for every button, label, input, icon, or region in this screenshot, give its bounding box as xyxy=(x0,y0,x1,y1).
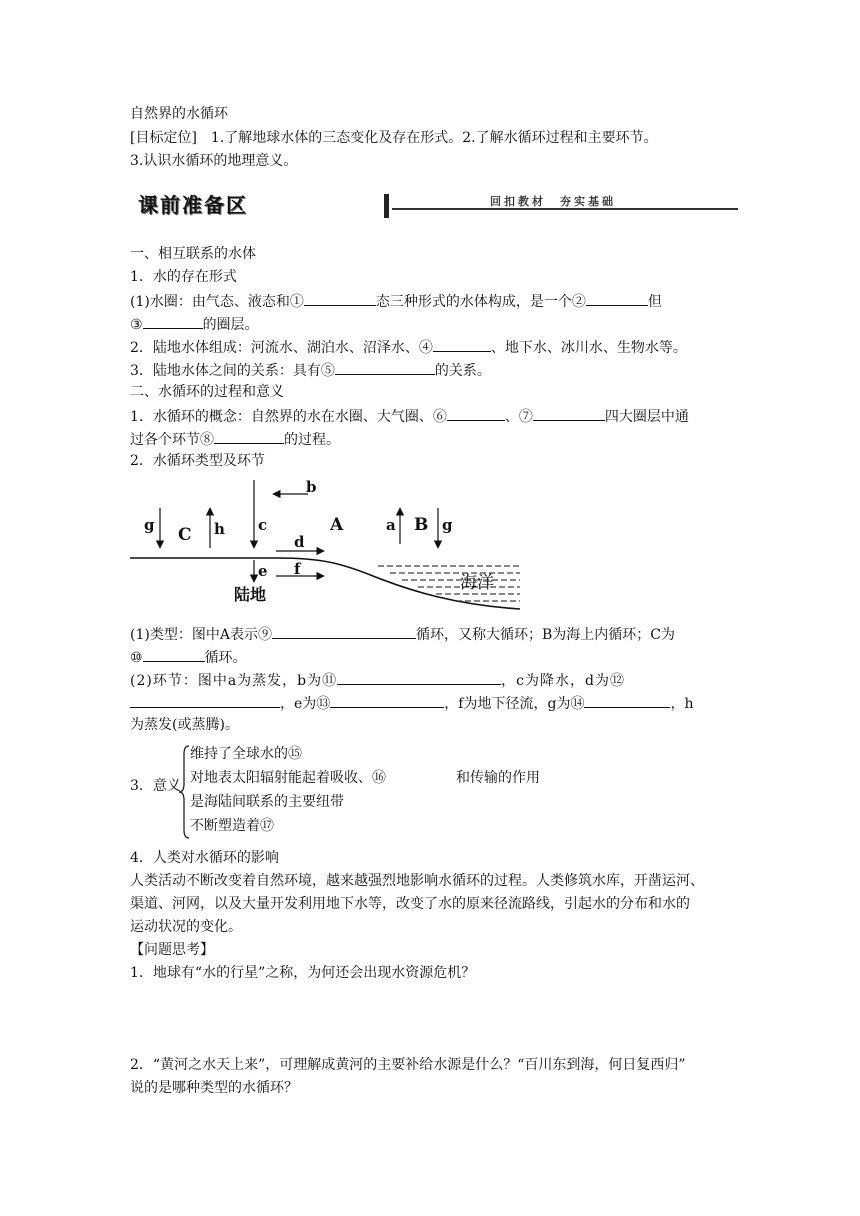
page-title: 自然界的水循环 xyxy=(130,106,228,122)
text: 的关系。 xyxy=(434,363,491,379)
label-f: f xyxy=(294,560,301,578)
concept-line-2 xyxy=(130,428,340,450)
goal-line-2: 3.认识水循环的地理意义。 xyxy=(130,153,298,169)
types-line-4 xyxy=(130,692,693,714)
item3-line xyxy=(130,359,491,381)
questions-heading: 【问题思考】 xyxy=(130,942,214,958)
significance-item: 是海陆间联系的主要纽带 xyxy=(190,794,344,810)
label-land: 陆地 xyxy=(234,585,267,604)
banner-title: 课前准备区 xyxy=(132,192,382,218)
significance-list xyxy=(190,742,540,838)
section-banner xyxy=(130,190,738,222)
label-g-right: g xyxy=(442,516,453,534)
text: ，h xyxy=(670,696,694,712)
text: (1)水圈：由气态、液态和① xyxy=(130,294,304,310)
text: 、⑦ xyxy=(504,409,533,425)
label-b: b xyxy=(306,478,317,496)
types-heading: 2．水循环类型及环节 xyxy=(130,453,265,469)
water-cycle-diagram xyxy=(128,472,528,612)
label-d: d xyxy=(294,533,305,551)
text: 循环，又称大循环；B为海上内循环；C为 xyxy=(415,627,675,643)
blank-11 xyxy=(337,669,501,685)
text: 循环。 xyxy=(204,650,247,666)
banner-bar xyxy=(384,194,389,218)
text: 1．水循环的概念：自然界的水在水圈、大气圈、⑥ xyxy=(130,409,447,425)
text: ，e为⑬ xyxy=(280,696,331,712)
label-e: e xyxy=(258,562,268,580)
blank-2 xyxy=(586,290,648,306)
types-line-3 xyxy=(130,669,625,691)
human-heading: 4．人类对水循环的影响 xyxy=(130,850,279,866)
item1-line-b xyxy=(130,313,259,335)
text: 和传输的作用 xyxy=(456,770,540,786)
label-h: h xyxy=(214,520,225,538)
blank-13 xyxy=(330,692,444,708)
text: 四大圈层中通 xyxy=(604,409,689,425)
text: 对地表太阳辐射能起着吸收、⑯ xyxy=(190,770,386,786)
label-g-left: g xyxy=(144,516,155,534)
question-1: 1．地球有“水的行星”之称，为何还会出现水资源危机？ xyxy=(130,965,476,981)
question-2-line-2: 说的是哪种类型的水循环？ xyxy=(130,1080,298,1096)
significance-item: 不断塑造着⑰ xyxy=(190,818,274,834)
label-c: c xyxy=(258,516,268,534)
text: 2．陆地水体组成：河流水、湖泊水、沼泽水、④ xyxy=(130,340,433,356)
section2-heading: 二、水循环的过程和意义 xyxy=(130,384,284,400)
label-A: A xyxy=(330,515,344,535)
text: (1)类型：图中A表示⑨ xyxy=(130,627,272,643)
banner-subtitle: 回扣教材 夯实基础 xyxy=(490,195,616,208)
types-line-2 xyxy=(130,646,247,668)
text: ⑩ xyxy=(130,650,143,666)
text: 的过程。 xyxy=(284,432,340,448)
blank-10 xyxy=(143,646,205,662)
blank-4 xyxy=(433,336,491,352)
item1-line-a xyxy=(130,290,662,312)
significance-label: 3．意义 xyxy=(130,778,181,794)
text: 过各个环节⑧ xyxy=(130,432,214,448)
text: 3．陆地水体之间的关系：具有⑤ xyxy=(130,363,335,379)
ocean-hatching xyxy=(378,566,520,601)
blank-1 xyxy=(304,290,376,306)
blank-6 xyxy=(447,405,505,421)
blank-3 xyxy=(143,313,203,329)
types-line-1 xyxy=(130,623,675,645)
human-p1: 人类活动不断改变着自然环境，越来越强烈地影响水循环的过程。人类修筑水库，开凿运河、 xyxy=(130,873,704,889)
text: 、地下水、冰川水、生物水等。 xyxy=(490,340,687,356)
question-2-line-1: 2．“黄河之水天上来”，可理解成黄河的主要补给水源是什么？“百川东到海，何日复西归” xyxy=(130,1057,686,1073)
types-line-5: 为蒸发(或蒸腾)。 xyxy=(130,717,239,733)
blank-14 xyxy=(584,692,670,708)
brace-icon xyxy=(178,744,190,840)
human-p2: 渠道、河网，以及大量开发利用地下水等，改变了水的原来径流路线，引起水的分布和水的 xyxy=(130,896,690,912)
blank-8 xyxy=(214,428,284,444)
label-a: a xyxy=(386,516,396,534)
goal-line-1: [目标定位] 1.了解地球水体的三态变化及存在形式。2.了解水循环过程和主要环节。 xyxy=(130,130,658,146)
human-p3: 运动状况的变化。 xyxy=(130,919,242,935)
blank-9 xyxy=(272,623,416,639)
item1-heading: 1．水的存在形式 xyxy=(130,269,237,285)
significance-item: 维持了全球水的⑮ xyxy=(190,746,302,762)
significance-item xyxy=(190,766,540,790)
text: 但 xyxy=(647,294,662,310)
label-C: C xyxy=(178,525,192,545)
blank-12 xyxy=(130,692,280,708)
item2-line xyxy=(130,336,687,358)
section1-heading: 一、相互联系的水体 xyxy=(130,246,256,262)
text: ③ xyxy=(130,317,143,333)
text: 的圈层。 xyxy=(202,317,259,333)
concept-line-1 xyxy=(130,405,689,427)
blank-7 xyxy=(533,405,605,421)
text: (2)环节：图中a为蒸发，b为⑪ xyxy=(130,673,338,689)
label-B: B xyxy=(414,515,429,535)
label-ocean: 海洋 xyxy=(460,573,494,593)
text: ，f为地下径流，g为⑭ xyxy=(444,696,585,712)
text: 态三种形式的水体构成，是一个② xyxy=(375,294,586,310)
text: ，c为降水，d为⑫ xyxy=(501,673,625,689)
blank-5 xyxy=(335,359,435,375)
